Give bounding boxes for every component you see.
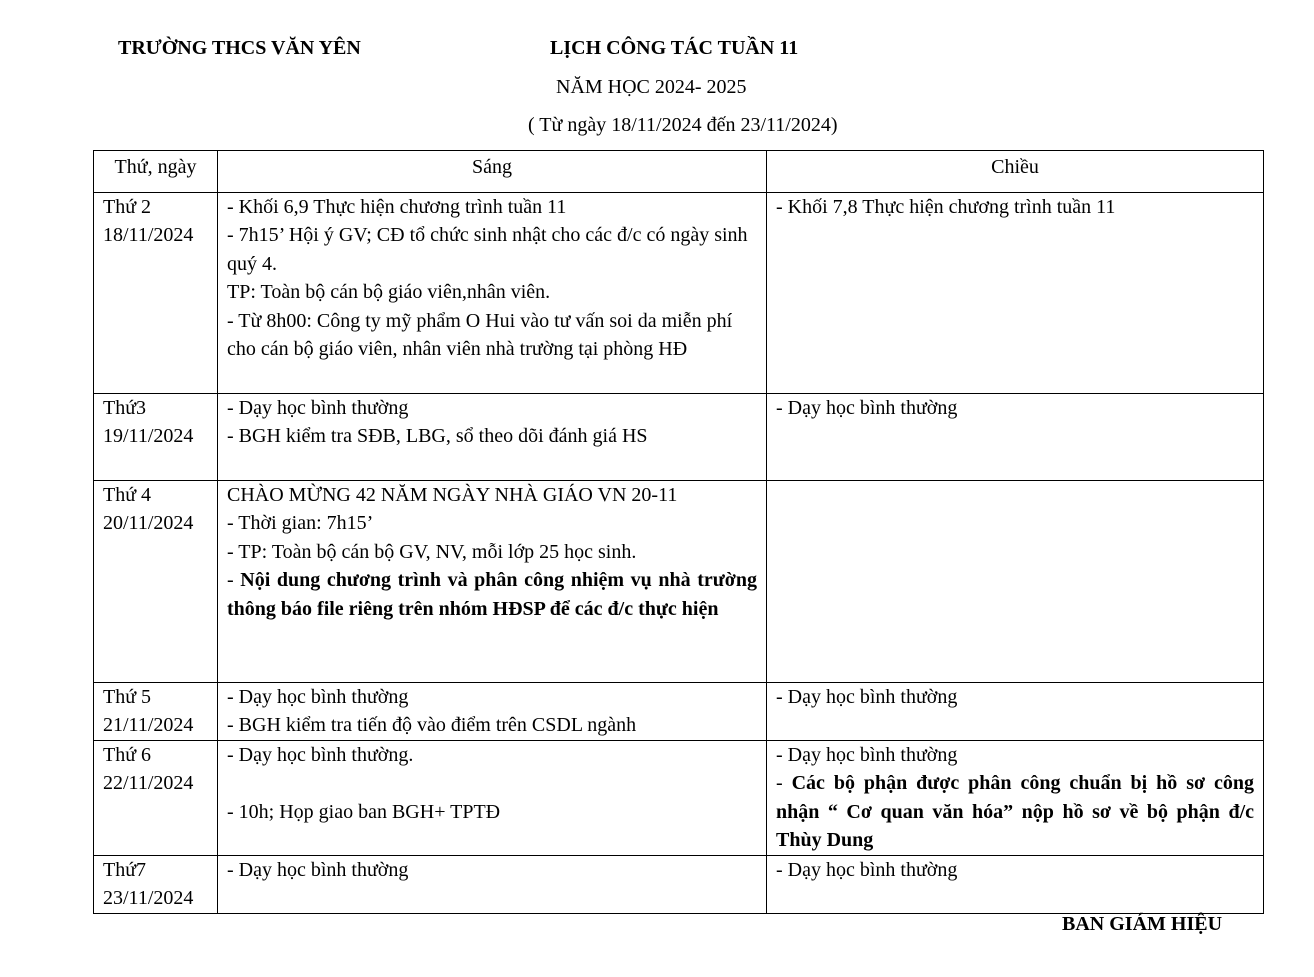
date-label: 20/11/2024: [103, 512, 194, 534]
morning-cell: [218, 740, 767, 855]
task-text: - Dạy học bình thường: [227, 396, 409, 419]
task-text: - Khối 6,9 Thực hiện chương trình tuần 11: [227, 195, 567, 218]
task-text: - Thời gian: 7h15’: [227, 512, 374, 534]
task-text: - Dạy học bình thường: [227, 858, 409, 881]
day-cell: [94, 393, 218, 480]
task-text: - Dạy học bình thường: [776, 396, 958, 419]
signature-label: BAN GIÁM HIỆU: [1062, 913, 1223, 935]
column-header-morning: Sáng: [218, 151, 767, 193]
table-row: [94, 855, 1264, 913]
task-text: - Dạy học bình thường.: [227, 743, 414, 766]
afternoon-cell: [767, 740, 1264, 855]
table-row: [94, 682, 1264, 740]
bold-note: Các bộ phận được phân công chuẩn bị hồ sơ công nhận “ Cơ quan văn hóa” nộp hồ sơ về bộ phận đ/c Thùy Dung: [776, 772, 1254, 851]
table-header-row: [94, 151, 1264, 193]
task-note: - Nội dung chương trình và phân công nhiệm vụ nhà trường thông báo file riêng trên nhóm HĐSP để các đ/c thực hiện: [227, 569, 757, 620]
day-label: Thứ 2: [103, 195, 152, 218]
bold-note: Nội dung chương trình và phân công nhiệm vụ nhà trường thông báo file riêng trên nhóm HĐSP để các đ/c thực hiện: [227, 569, 757, 620]
day-label: Thứ 4: [103, 483, 152, 506]
date-label: 19/11/2024: [103, 425, 194, 447]
day-label: Thứ 6: [103, 743, 152, 766]
afternoon-cell: [767, 480, 1264, 682]
weekly-schedule-table: [93, 150, 1264, 914]
afternoon-cell: [767, 682, 1264, 740]
table-row: [94, 192, 1264, 393]
event-heading: CHÀO MỪNG 42 NĂM NGÀY NHÀ GIÁO VN 20-11: [227, 483, 678, 506]
date-label: 22/11/2024: [103, 772, 194, 794]
task-text: [227, 769, 757, 798]
day-label: Thứ 5: [103, 685, 152, 708]
day-cell: [94, 682, 218, 740]
day-label: Thứ3: [103, 396, 147, 419]
task-text: - 7h15’ Hội ý GV; CĐ tổ chức sinh nhật cho các đ/c có ngày sinh quý 4.: [227, 224, 748, 275]
morning-cell: [218, 393, 767, 480]
task-text: - TP: Toàn bộ cán bộ GV, NV, mỗi lớp 25 học sinh.: [227, 540, 637, 563]
task-text: - BGH kiểm tra SĐB, LBG, sổ theo dõi đánh giá HS: [227, 425, 648, 447]
task-text: TP: Toàn bộ cán bộ giáo viên,nhân viên.: [227, 281, 551, 303]
task-text: - Từ 8h00: Công ty mỹ phẩm O Hui vào tư vấn soi da miễn phí cho cán bộ giáo viên, nhân viên nhà trường tại phòng HĐ: [227, 309, 733, 360]
morning-cell: [218, 480, 767, 682]
day-cell: [94, 855, 218, 913]
day-label: Thứ7: [103, 858, 147, 881]
date-label: 23/11/2024: [103, 887, 194, 909]
date-label: 18/11/2024: [103, 224, 194, 246]
day-cell: [94, 192, 218, 393]
morning-cell: [218, 855, 767, 913]
date-label: 21/11/2024: [103, 714, 194, 736]
school-name: TRƯỜNG THCS VĂN YÊN: [118, 37, 361, 59]
school-year: NĂM HỌC 2024- 2025: [556, 76, 747, 98]
morning-cell: [218, 192, 767, 393]
task-text: - Dạy học bình thường: [776, 685, 958, 708]
task-text: - Dạy học bình thường: [776, 743, 958, 766]
task-text: - Khối 7,8 Thực hiện chương trình tuần 11: [776, 195, 1116, 218]
table-row: [94, 393, 1264, 480]
day-cell: [94, 740, 218, 855]
column-header-afternoon: Chiều: [767, 151, 1264, 193]
table-row: [94, 480, 1264, 682]
task-text: - Dạy học bình thường: [776, 858, 958, 881]
morning-cell: [218, 682, 767, 740]
afternoon-cell: [767, 393, 1264, 480]
afternoon-cell: [767, 192, 1264, 393]
task-note: - Các bộ phận được phân công chuẩn bị hồ sơ công nhận “ Cơ quan văn hóa” nộp hồ sơ về bộ phận đ/c Thùy Dung: [776, 772, 1254, 851]
column-header-day: Thứ, ngày: [94, 151, 218, 193]
afternoon-cell: [767, 855, 1264, 913]
task-text: - BGH kiểm tra tiến độ vào điểm trên CSDL ngành: [227, 714, 637, 736]
table-row: [94, 740, 1264, 855]
task-text: - Dạy học bình thường: [227, 685, 409, 708]
day-cell: [94, 480, 218, 682]
task-text: - 10h; Họp giao ban BGH+ TPTĐ: [227, 800, 501, 823]
date-range: ( Từ ngày 18/11/2024 đến 23/11/2024): [528, 114, 838, 136]
schedule-title: LỊCH CÔNG TÁC TUẦN 11: [550, 37, 799, 59]
